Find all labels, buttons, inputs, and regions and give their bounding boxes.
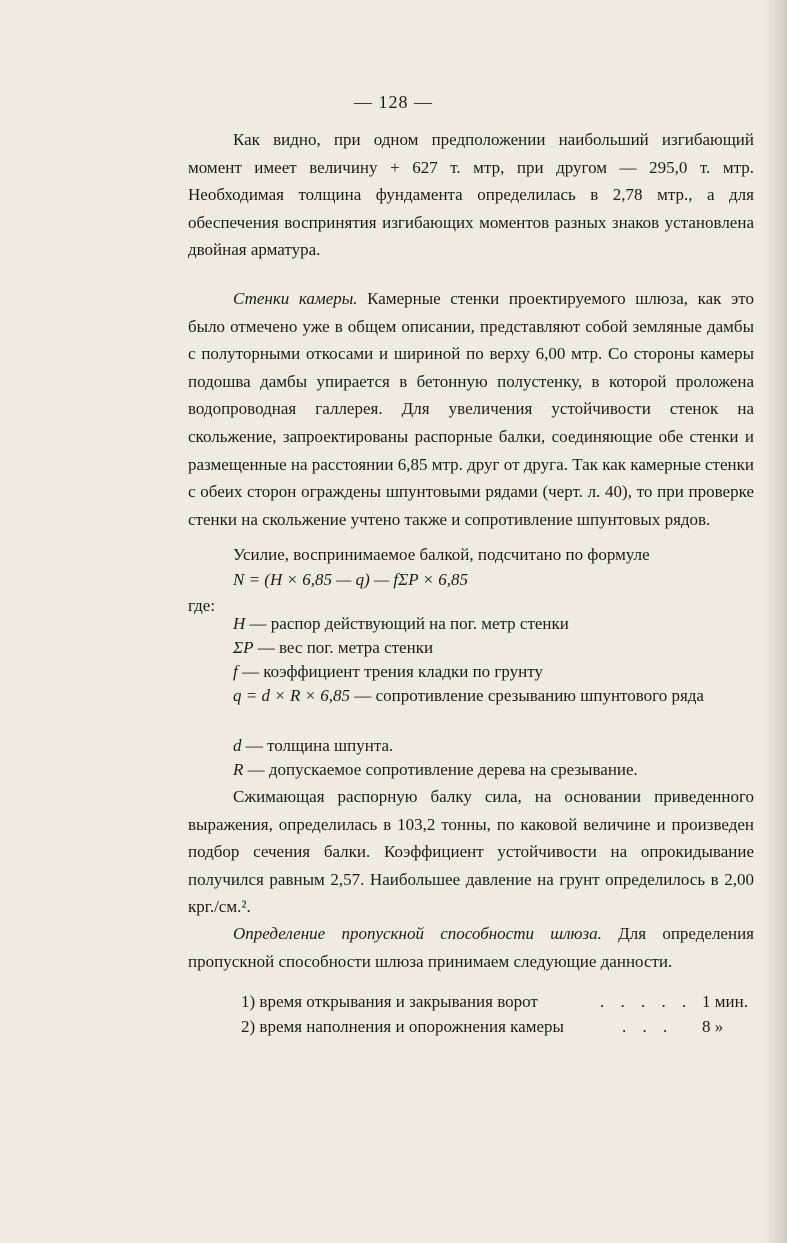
- page-edge-shadow: [763, 0, 787, 1243]
- paragraph-capacity-text: [188, 920, 754, 975]
- definition-symbol: q = d × R × 6,85: [233, 686, 351, 705]
- definition-text: — распор действующий на пог. метр стенки: [249, 614, 569, 633]
- paragraph-compressive-force: [188, 783, 754, 921]
- list-item-value: 8 »: [702, 1017, 724, 1036]
- list-item-dots: . . . . .: [600, 992, 693, 1011]
- definition-symbol: d: [233, 736, 242, 755]
- list-item: [241, 1013, 564, 1041]
- definition-text: — допускаемое сопротивление дерева на срезывание.: [247, 760, 638, 779]
- page-number: — 128 —: [354, 92, 433, 112]
- capacity-body: Для определения пропускной способности шлюза принимаем следующие данности.: [188, 924, 754, 971]
- definition-text: — сопротивление срезыванию шпунтового ряда: [354, 686, 704, 705]
- definition-r: [233, 756, 638, 784]
- definition-symbol: f: [233, 662, 238, 681]
- definition-q: [233, 682, 754, 710]
- list-item-label: 2) время наполнения и опорожнения камеры: [241, 1017, 564, 1036]
- paragraph-compressive-force-text: Сжимающая распорную балку сила, на основании приведенного выражения, определилась в 103,2 тонны, по каковой величине и произведен подбор сечения балки. Коэффициент устойчивости на опрокидывание получился равным 2,57. Наибольшее давление на грунт определилось в 2,00 крг./см.².: [188, 787, 754, 917]
- paragraph-chamber-walls: [188, 285, 754, 533]
- definition-symbol: H: [233, 614, 246, 633]
- paragraph-capacity: [188, 920, 754, 975]
- definition-text: — толщина шпунта.: [245, 736, 394, 755]
- chamber-walls-body: Камерные стенки проектируемого шлюза, как это было отмечено уже в общем описании, представляют собой земляные дамбы с полуторными откосами и шириной по верху 6,00 мтр. Со стороны камеры подошва дамбы упирается в бетонную полустенку, в которой проложена водопроводная галлерея. Для увеличения устойчивости стенок на скольжение, запроектированы распорные балки, соединяющие обе стенки и размещенные на расстоянии 6,85 мтр. друг от друга. Так как камерные стенки с обеих сторон ограждены шпунтовыми рядами (черт. л. 40), то при проверке стенки на скольжение учтено также и сопротивление шпунтовых рядов.: [188, 289, 754, 529]
- list-item: [241, 988, 538, 1016]
- list-item-dots: . . .: [622, 1017, 674, 1036]
- formula: N = (H × 6,85 — q) — fΣP × 6,85: [233, 570, 468, 589]
- definition-symbol: R: [233, 760, 244, 779]
- list-item-value: 1 мин.: [702, 992, 748, 1011]
- where-label: где:: [188, 596, 216, 615]
- paragraph-moments: [188, 126, 754, 264]
- definition-text: — коэффициент трения кладки по грунту: [241, 662, 543, 681]
- formula-intro: Усилие, воспринимаемое балкой, подсчитано по формуле: [233, 545, 650, 564]
- section-heading-capacity: Определение пропускной способности шлюза.: [233, 924, 602, 943]
- paragraph-moments-text: Как видно, при одном предположении наибольший изгибающий момент имеет величину + 627 т. мтр, при другом — 295,0 т. мтр. Необходимая толщина фундамента определилась в 2,78 мтр., а для обеспечения воспринятия изгибающих моментов разных знаков установлена двойная арматура.: [188, 130, 754, 260]
- paragraph-chamber-walls-text: [188, 285, 754, 533]
- section-heading-chamber-walls: Стенки камеры.: [233, 289, 358, 308]
- list-item-label: 1) время открывания и закрывания ворот: [241, 992, 538, 1011]
- definition-symbol: ΣP: [233, 638, 254, 657]
- definition-text: — вес пог. метра стенки: [257, 638, 434, 657]
